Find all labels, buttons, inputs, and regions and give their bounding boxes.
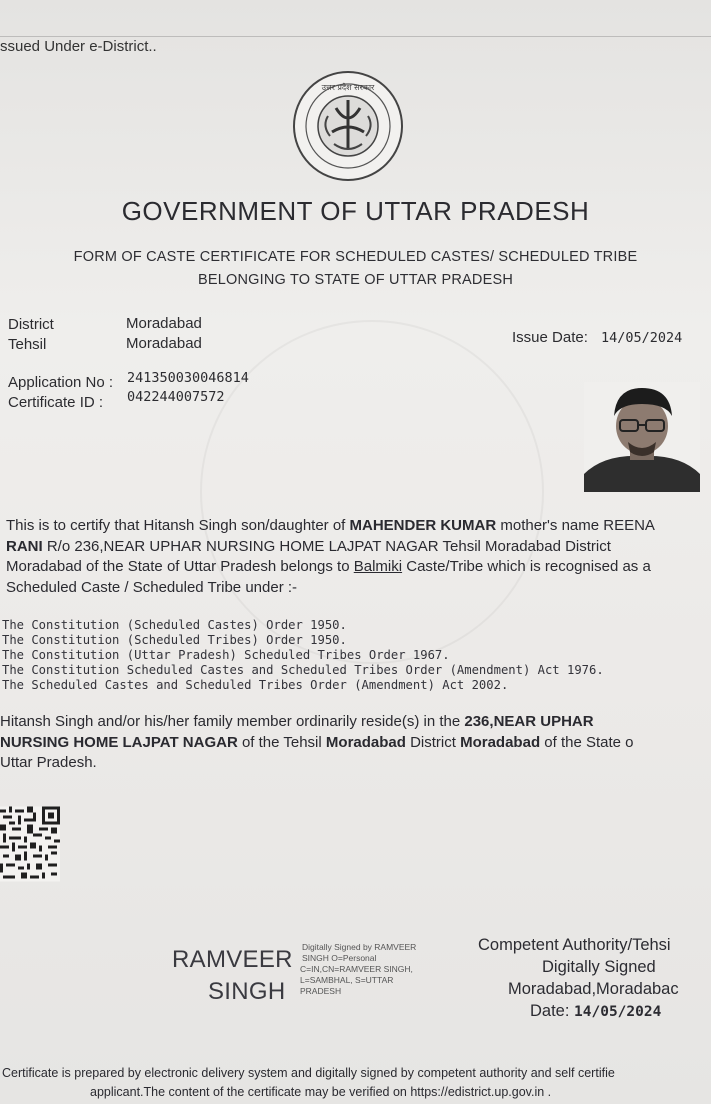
orders-list — [2, 618, 604, 693]
issued-under-line: ssued Under e-District.. — [0, 38, 157, 55]
order-item: The Scheduled Castes and Scheduled Tribes Order (Amendment) Act 2002. — [2, 678, 509, 692]
district-label: District — [8, 316, 54, 333]
top-border — [0, 36, 711, 37]
certify-line-1 — [6, 516, 711, 537]
tehsil-value: Moradabad — [126, 335, 202, 352]
residence-address: NURSING HOME LAJPAT NAGAR — [0, 733, 238, 751]
certify-line-3 — [6, 557, 711, 578]
signer-name-line2: SINGH — [208, 978, 286, 1005]
certificate-id-label: Certificate ID : — [8, 394, 104, 411]
order-item: The Constitution (Uttar Pradesh) Scheduled Tribes Order 1967. — [2, 648, 450, 662]
residence-text: of the State o — [540, 733, 634, 751]
digital-sign-line: Digitally Signed by RAMVEER — [302, 942, 417, 952]
residence-line-1 — [0, 712, 711, 733]
residence-paragraph — [0, 712, 711, 774]
residence-text: District — [405, 733, 461, 751]
authority-date-label: Date: — [530, 1002, 570, 1020]
applicant-photo — [584, 382, 700, 492]
residence-line-2 — [0, 733, 711, 754]
residence-text: Hitansh Singh and/or his/her family member ordinarily reside(s) in the — [0, 713, 465, 730]
digital-sign-line: C=IN,CN=RAMVEER SINGH, — [300, 964, 413, 974]
certify-text: R/o 236,NEAR UPHAR NURSING HOME LAJPAT NAGAR — [42, 537, 439, 555]
caste-name: Balmiki — [353, 558, 403, 575]
digital-sign-line: PRADESH — [300, 986, 342, 996]
qr-code-icon — [0, 806, 60, 882]
certify-text: of the State of Uttar Pradesh belongs to — [81, 558, 354, 575]
residence-address: 236,NEAR UPHAR — [464, 713, 594, 730]
watermark-seal — [200, 320, 544, 664]
authority-date-value: 14/05/2024 — [574, 1004, 662, 1020]
authority-date — [530, 1002, 661, 1021]
residence-text: of the Tehsil — [237, 733, 326, 751]
authority-digitally-signed: Digitally Signed — [542, 958, 656, 976]
footer-line1: Certificate is prepared by electronic delivery system and digitally signed by competent authority and self certifie — [2, 1066, 615, 1080]
residence-tehsil: Moradabad — [325, 733, 406, 751]
certify-text: Tehsil Moradabad District — [438, 537, 611, 555]
applicant-portrait-icon — [584, 382, 700, 492]
emblem-text: उत्तर प्रदेश सरकार — [321, 83, 375, 92]
residence-district: Moradabad — [460, 733, 541, 751]
certify-line-2 — [6, 537, 711, 558]
form-title-line2: BELONGING TO STATE OF UTTAR PRADESH — [197, 272, 514, 288]
residence-line-3 — [0, 753, 711, 774]
certificate-id-value: 042244007572 — [127, 389, 225, 405]
digital-sign-line: SINGH O=Personal — [302, 953, 377, 963]
issue-date-label: Issue Date: — [512, 329, 588, 346]
application-label: Application No : — [8, 374, 114, 391]
order-item: The Constitution (Scheduled Tribes) Order 1950. — [2, 633, 347, 647]
authority-title: Competent Authority/Tehsi — [478, 936, 671, 954]
certify-text: Moradabad — [6, 558, 82, 575]
residence-text: Uttar Pradesh. — [0, 754, 97, 771]
district-value: Moradabad — [126, 315, 202, 332]
signer-name-line1: RAMVEER — [172, 946, 293, 973]
government-title: GOVERNMENT OF UTTAR PRADESH — [121, 196, 590, 226]
father-name: MAHENDER KUMAR — [349, 517, 497, 534]
certify-text: Caste/Tribe which is recognised as a — [402, 558, 651, 575]
order-item: The Constitution (Scheduled Castes) Order 1950. — [2, 618, 347, 632]
footer-line2: applicant.The content of the certificate may be verified on https://edistrict.up.gov.in . — [90, 1085, 552, 1099]
tehsil-label: Tehsil — [8, 336, 47, 353]
application-value: 241350030046814 — [127, 370, 249, 386]
digital-signature-details — [302, 942, 416, 997]
authority-location: Moradabad,Moradabac — [508, 980, 679, 998]
digital-sign-line: L=SAMBHAL, S=UTTAR — [300, 975, 394, 985]
form-title-line1: FORM OF CASTE CERTIFICATE FOR SCHEDULED CASTES/ SCHEDULED TRIBE — [73, 249, 638, 265]
certify-text: mother's name REENA — [496, 517, 655, 534]
certify-paragraph — [6, 516, 711, 598]
issue-date-value: 14/05/2024 — [601, 330, 683, 346]
up-state-emblem-icon — [292, 70, 404, 182]
certify-line-4 — [6, 578, 711, 599]
certify-text: This is to certify that Hitansh Singh son/daughter of — [6, 517, 350, 534]
mother-name-end: RANI — [6, 537, 43, 555]
certify-text: Scheduled Caste / Scheduled Tribe under :- — [6, 578, 298, 596]
order-item: The Constitution Scheduled Castes and Scheduled Tribes Order (Amendment) Act 1976. — [2, 663, 604, 677]
